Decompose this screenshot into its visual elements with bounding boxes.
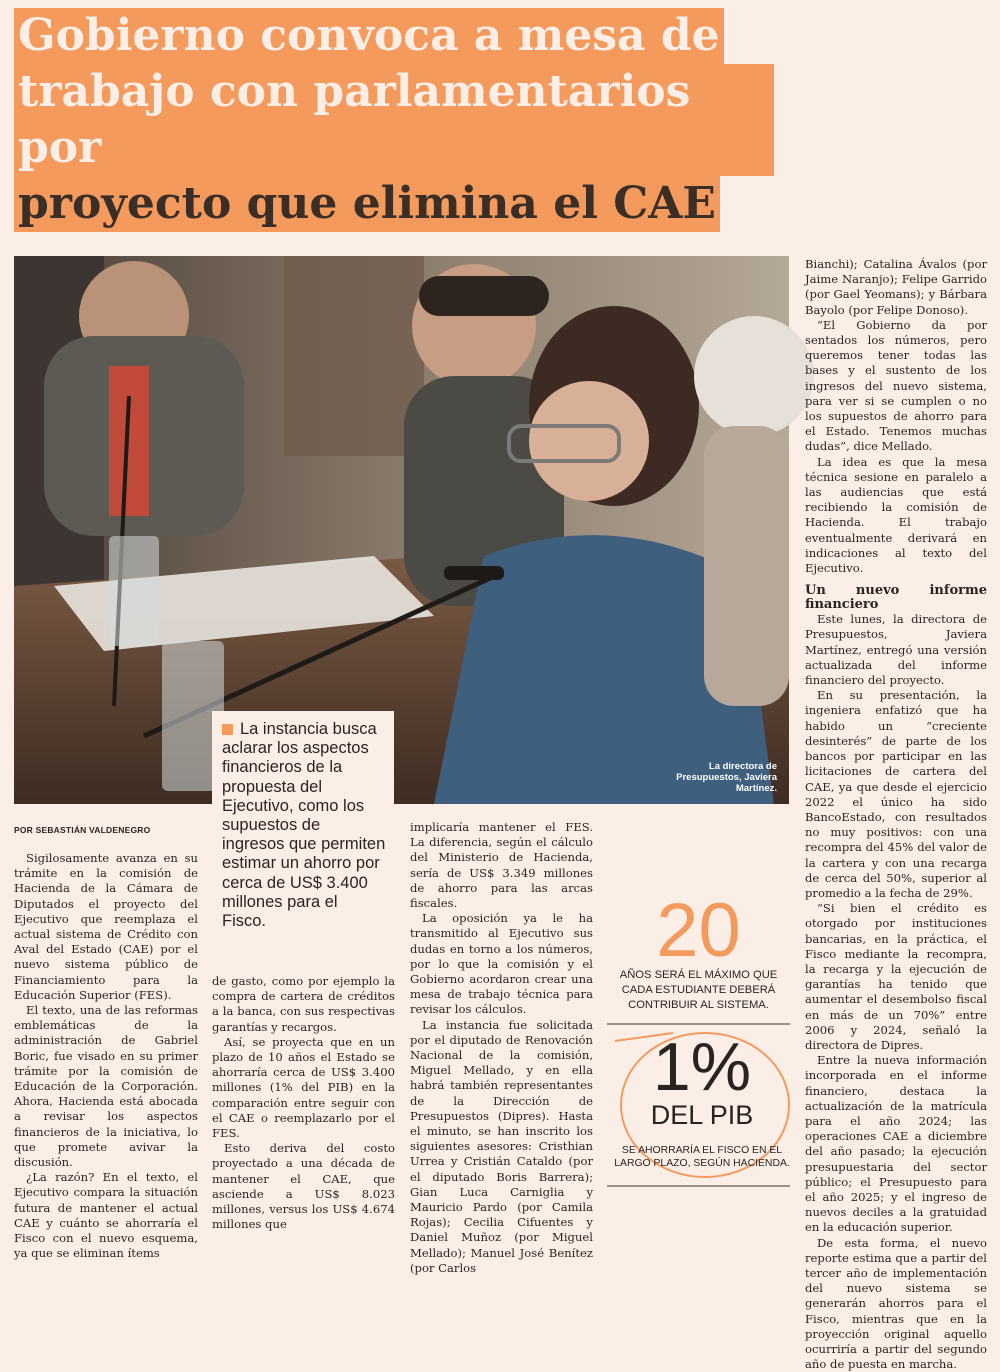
paragraph: implicaría mantener el FES. La diferencia, según el cálculo del Ministerio de Hacienda, sería de US$ 3.349 millones de ahorro para las arcas fiscales.	[410, 820, 593, 911]
paragraph: Sigilosamente avanza en su trámite en la comisión de Hacienda de la Cámara de Diputados el proyecto del Ejecutivo que reemplaza el actual sistema de Crédito con Aval del Estado (CAE) por el nuevo sistema público de Financiamiento para la Educación Superior (FES).	[14, 851, 198, 1002]
byline: POR SEBASTIÁN VALDENEGRO	[14, 825, 151, 835]
article-column-2	[212, 974, 395, 1232]
paragraph: ¿La razón? En el texto, el Ejecutivo compara la situación futura de mantener el actual CAE y cuánto se ahorraría el Fisco con el nuevo esquema, ya que se eliminan ítems	[14, 1170, 198, 1261]
subheading: Un nuevo informe financiero	[805, 583, 987, 613]
divider	[607, 1185, 790, 1187]
pull-quote-text: La instancia busca aclarar los aspectos financieros de la propuesta del Ejecutivo, como los supuestos de ingresos que permiten estimar un ahorro por cerca de US$ 3.400 millones para el Fisco.	[222, 720, 386, 931]
paragraph: Así, se proyecta que en un plazo de 10 años el Estado se ahorraría cerca de US$ 3.400 millones (1% del PIB) en la comparación entre seguir con el CAE o reemplazarlo por el FES.	[212, 1034, 395, 1141]
paragraph: De esta forma, el nuevo reporte estima que a partir del tercer año de implementación del nuevo sistema se generarán ahorros para el Fisco, mientras que en la proyección original aquello ocurriría a partir del segundo año de puesta en marcha.	[805, 1235, 987, 1372]
headline-line-1: Gobierno convoca a mesa de	[14, 8, 724, 64]
fact-1-number: 20	[656, 888, 741, 973]
paragraph: La instancia fue solicitada por el diputado de Renovación Nacional de la comisión, Miguel Mellado, y en ella habrá también representantes de la Dirección de Presupuestos (Dipres). Hasta el minuto, se han inscrito los siguientes asesores: Cristhian Urrea y Cristián Cataldo (por el diputado Boris Barrera); Gian Luca Carniglia y Mauricio Pardo (por Camila Rojas); Cecilia Cifuentes y Daniel Muñoz (por Miguel Mellado); Manuel José Benítez (por Carlos	[410, 1017, 593, 1275]
fact-2-text: SE AHORRARÍA EL FISCO EN EL LARGO PLAZO, SEGÚN HACIENDA.	[614, 1145, 790, 1169]
article-column-4	[805, 257, 987, 1372]
paragraph: Esto deriva del costo proyectado a una década de mantener el CAE, que asciende a US$ 8.023 millones, versus los US$ 4.674 millones que	[212, 1141, 395, 1232]
pull-quote	[212, 711, 394, 956]
paragraph: Este lunes, la directora de Presupuestos, Javiera Martínez, entregó una versión actualizada del informe financiero del proyecto.	[805, 612, 987, 688]
headline	[14, 8, 774, 232]
paragraph: Entre la nueva información incorporada en el informe financiero, destaca la actualización de la matrícula para el año 2024; las operaciones CAE a diciembre del año pasado; la ejecución presupuestaria del sector público; el Presupuesto para el año 2025; y el ingreso de nuevos deciles a la gratuidad en la educación superior.	[805, 1053, 987, 1235]
paragraph: Bianchi); Catalina Ávalos (por Jaime Naranjo); Felipe Garrido (por Gael Yeomans); y Bárbara Bayolo (por Felipe Donoso).	[805, 257, 987, 317]
photo-illustration	[14, 256, 789, 804]
fact-1-text: AÑOS SERÁ EL MÁXIMO QUE CADA ESTUDIANTE DEBERÁ CONTRIBUIR AL SISTEMA.	[619, 969, 778, 1011]
headline-line-3: proyecto que elimina el CAE	[14, 176, 720, 232]
paragraph: En su presentación, la ingeniera enfatizó que ha habido un “creciente desinterés” de parte de los bancos por participar en las licitaciones de cartera del CAE, ya que desde el ejercicio 2022 el único ha sido BancoEstado, con resultados no muy positivos: con una recompra del 45% del valor de la cartera y con una recarga de cerca del 50%, superior al promedio a la fecha de 29%.	[805, 688, 987, 900]
photo-caption: La directora de Presupuestos, Javiera Martínez.	[676, 761, 777, 794]
news-photo	[14, 256, 789, 804]
headline-line-2: trabajo con parlamentarios por	[14, 64, 774, 176]
paragraph: “Si bien el crédito es otorgado por instituciones bancarias, en la práctica, el Fisco mediante la recompra, la recarga y la ejecución de garantías ha tenido que aumentar el desembolso fiscal en más de un 70%” entre 2006 y 2024, señaló la directora de Dipres.	[805, 901, 987, 1052]
divider	[607, 1023, 790, 1025]
fact-box	[607, 888, 790, 1195]
fact-2-unit: DEL PIB	[650, 1100, 754, 1130]
article-column-1	[14, 851, 198, 1261]
paragraph: “El Gobierno da por sentados los números, pero queremos tener todas las bases y el sustento de los ingresos del nuevo sistema, para ver si se cumplen o no los supuestos de ahorro para el Estado. Tenemos muchas dudas”, dice Mellado.	[805, 317, 987, 454]
paragraph: El texto, una de las reformas emblemáticas de la administración de Gabriel Boric, fue visado en su primer trámite por la comisión de Educación de la Corporación. Ahora, Hacienda está abocada a revisar los aspectos financieros de la iniciativa, lo que promete avivar la discusión.	[14, 1003, 198, 1170]
paragraph: La oposición ya le ha transmitido al Ejecutivo sus dudas en torno a los números, por lo que la comisión y el Gobierno acordaron crear una mesa de trabajo técnica para revisar los cálculos.	[410, 911, 593, 1017]
fact-2-number: 1%	[652, 1029, 752, 1105]
paragraph: de gasto, como por ejemplo la compra de cartera de créditos a la banca, con sus respectivas garantías y recargos.	[212, 974, 395, 1034]
paragraph: La idea es que la mesa técnica sesione en paralelo a las audiencias que está recibiendo la comisión de Hacienda. El trabajo eventualmente derivará en indicaciones al texto del Ejecutivo.	[805, 454, 987, 576]
orange-square-bullet	[222, 724, 233, 735]
article-column-3	[410, 820, 593, 1276]
